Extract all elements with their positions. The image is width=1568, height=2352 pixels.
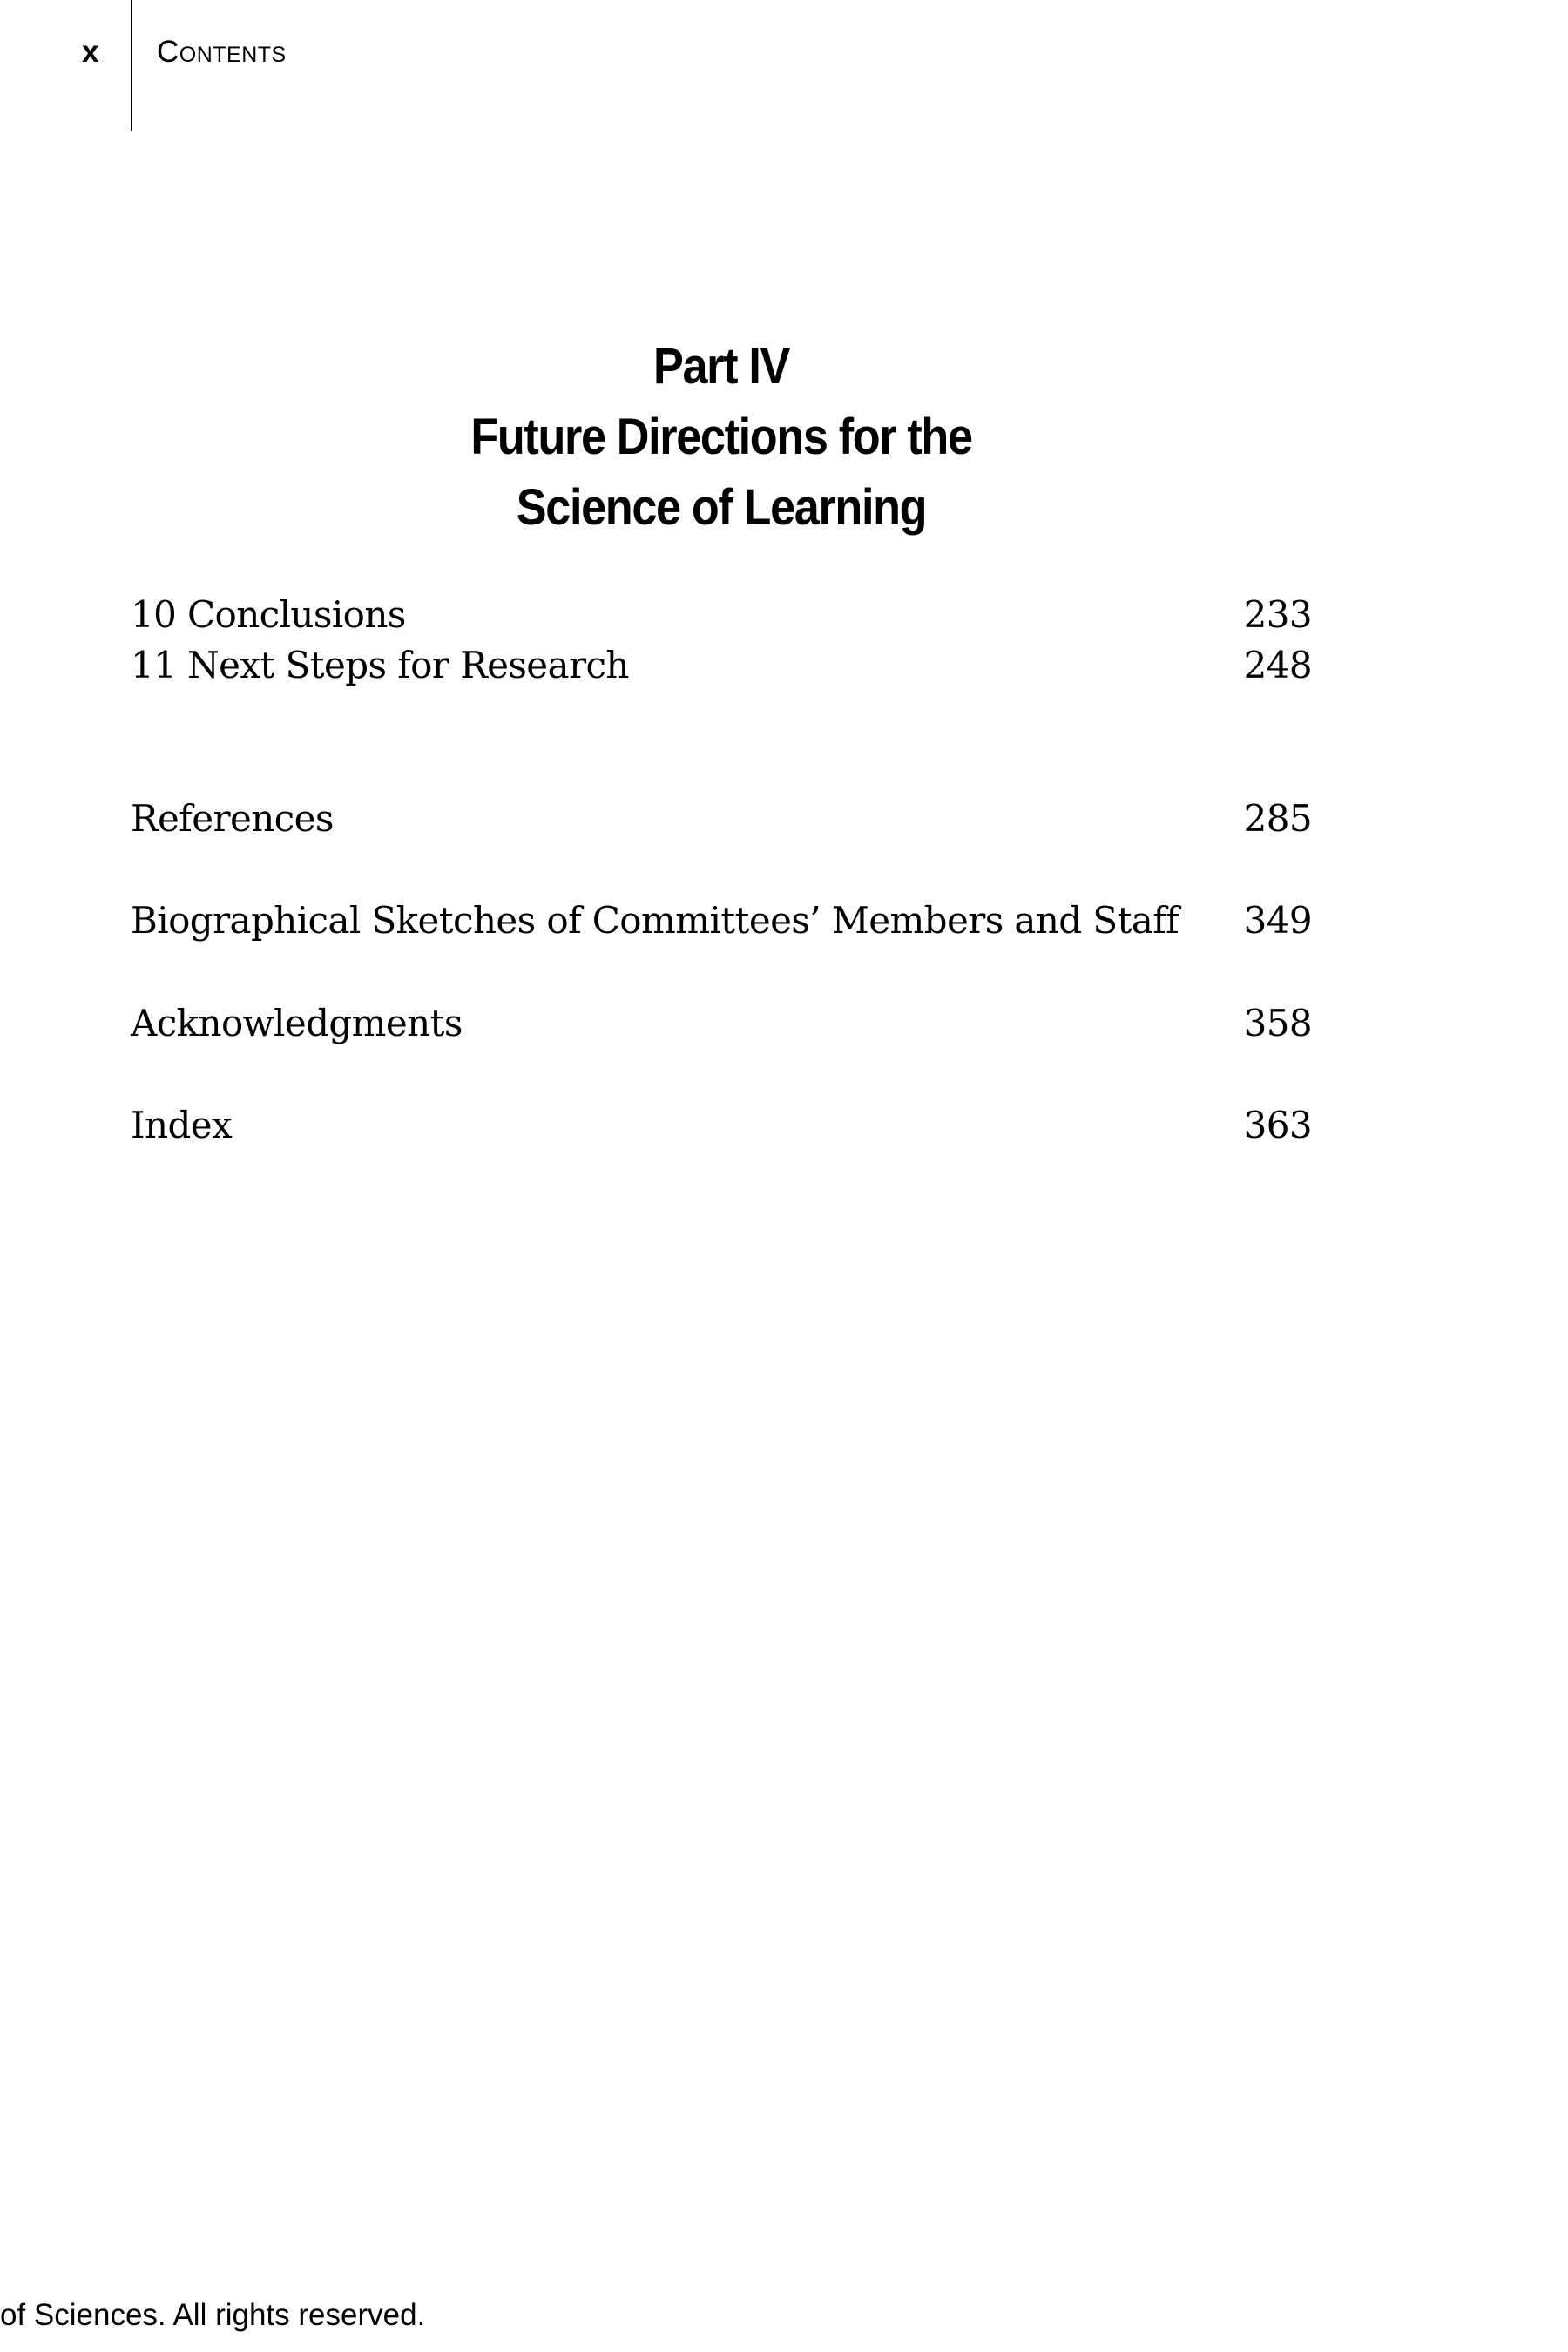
toc-entry-references[interactable] bbox=[131, 794, 1312, 843]
toc-entry-conclusions[interactable] bbox=[131, 591, 1312, 639]
toc-entry-page: 349 bbox=[1243, 899, 1312, 942]
toc-entry-acknowledgments[interactable] bbox=[131, 999, 1312, 1048]
toc-entry-page: 285 bbox=[1243, 797, 1312, 840]
toc-entry-page: 358 bbox=[1243, 1002, 1312, 1044]
toc-entry-title: 11 Next Steps for Research bbox=[131, 644, 629, 686]
part-title-line-1: Future Directions for the bbox=[470, 409, 972, 465]
toc-entry-title: Index bbox=[131, 1104, 233, 1146]
toc-entry-title: 10 Conclusions bbox=[131, 593, 406, 636]
toc-entry-page: 248 bbox=[1243, 644, 1312, 686]
part-label: Part IV bbox=[653, 338, 789, 395]
toc-entry-title: References bbox=[131, 797, 334, 840]
header-divider bbox=[131, 0, 132, 131]
running-head: Contents bbox=[157, 35, 287, 69]
part-heading bbox=[190, 331, 1253, 543]
toc-entry-title: Acknowledgments bbox=[131, 1002, 463, 1044]
toc-entry-next-steps[interactable] bbox=[131, 641, 1312, 690]
toc-entry-page: 363 bbox=[1243, 1104, 1312, 1146]
part-title-line-2: Science of Learning bbox=[516, 479, 927, 536]
toc-entry-title: Biographical Sketches of Committees’ Members and Staff bbox=[131, 899, 1179, 942]
page-number: x bbox=[82, 35, 99, 69]
footer-copyright: of Sciences. All rights reserved. bbox=[0, 2298, 426, 2332]
toc-entry-index[interactable] bbox=[131, 1101, 1312, 1150]
toc-entry-page: 233 bbox=[1243, 593, 1312, 636]
toc-entry-biographical-sketches[interactable] bbox=[131, 896, 1312, 945]
